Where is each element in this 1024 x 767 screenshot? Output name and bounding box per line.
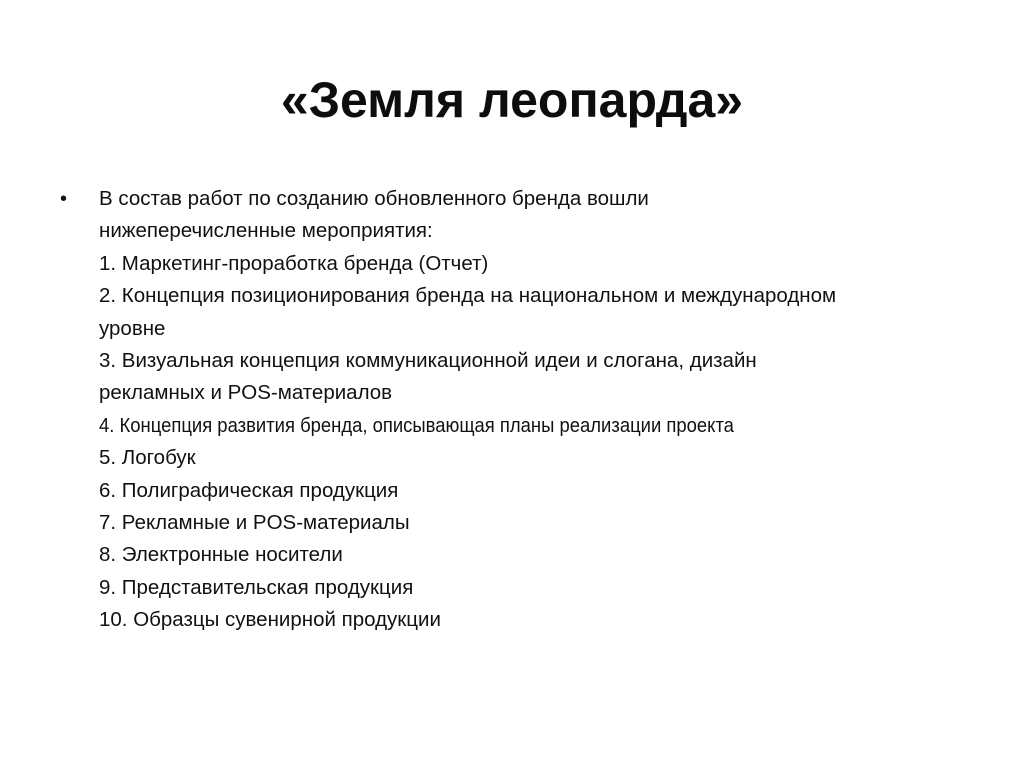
intro-line: В состав работ по созданию обновленного бренда вошли bbox=[99, 187, 649, 210]
bullet-text bbox=[99, 183, 979, 637]
list-item: 10. Образцы сувенирной продукции bbox=[99, 608, 441, 632]
list-item-continuation: рекламных и POS-материалов bbox=[99, 381, 393, 405]
list-item: 7. Рекламные и POS-материалы bbox=[99, 511, 410, 535]
list-item: 9. Представительская продукция bbox=[99, 575, 414, 599]
bullet-icon: • bbox=[60, 188, 68, 210]
list-item: 2. Концепция позиционирования бренда на национальном и международном bbox=[99, 284, 837, 308]
list-item: 1. Маркетинг-проработка бренда (Отчет) bbox=[99, 251, 489, 275]
list-item: 6. Полиграфическая продукция bbox=[99, 478, 399, 502]
list-item: 8. Электронные носители bbox=[99, 543, 343, 567]
intro-line: нижеперечисленные мероприятия: bbox=[99, 219, 433, 243]
list-item: 5. Логобук bbox=[99, 446, 196, 470]
list-item: 3. Визуальная концепция коммуникационной идеи и слогана, дизайн bbox=[99, 349, 757, 373]
slide-title: «Земля леопарда» bbox=[280, 72, 744, 128]
list-item: 4. Концепция развития бренда, описывающая планы реализации проекта bbox=[99, 413, 734, 437]
list-item-continuation: уровне bbox=[99, 316, 166, 340]
